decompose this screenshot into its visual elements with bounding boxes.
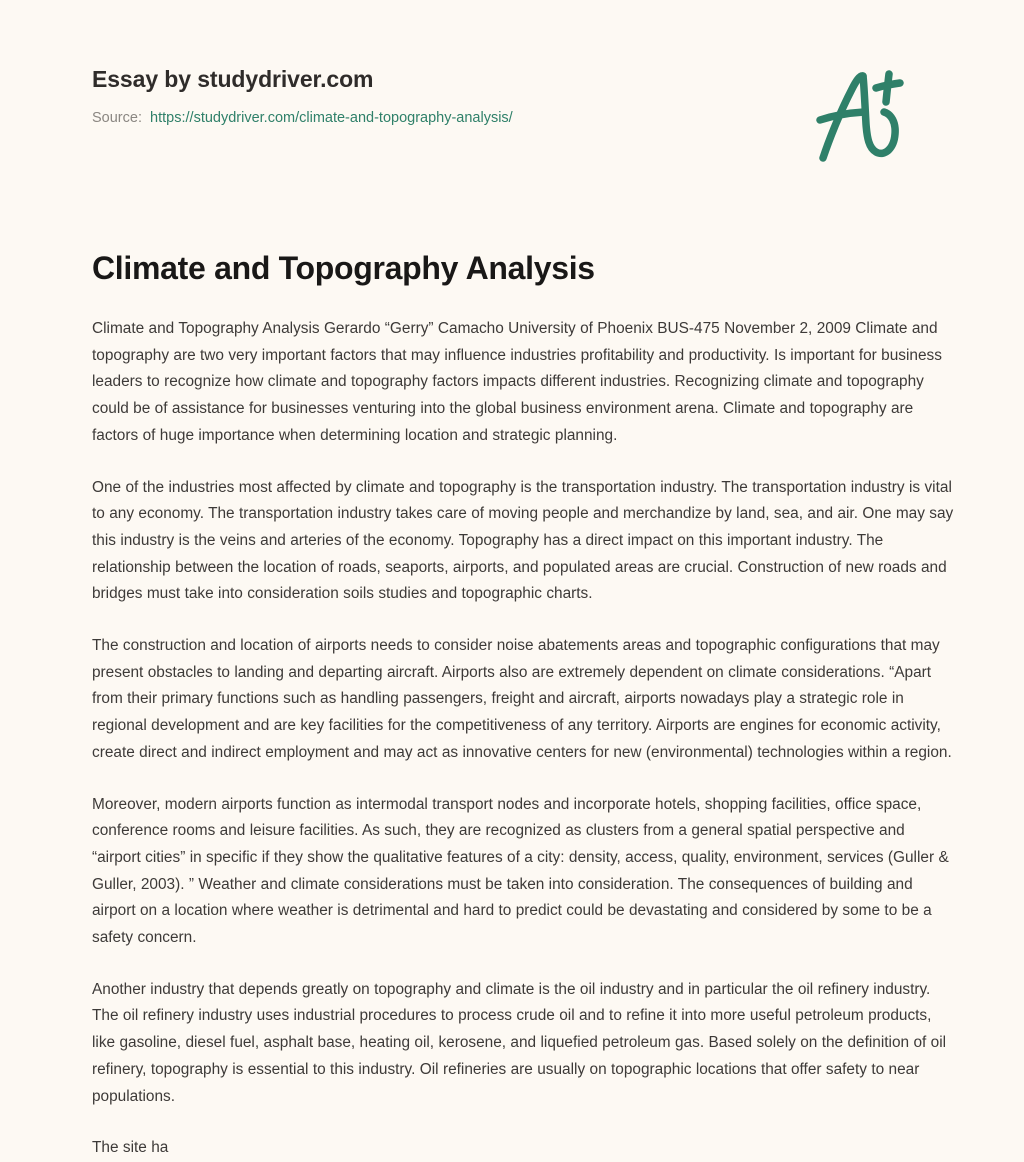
source-label: Source: xyxy=(92,109,142,126)
article-body xyxy=(92,316,954,1162)
brand-title: Essay by studydriver.com xyxy=(92,66,374,92)
page-title: Climate and Topography Analysis xyxy=(92,250,595,286)
paragraph: Moreover, modern airports function as intermodal transport nodes and incorporate hotels, shopping facilities, office space, conference rooms and leisure facilities. As such, they are recognized as clusters from a general spatial perspective and “airport cities” in specific if they show the qualitative features of a city: density, access, quality, environment, services (Guller & Guller, 2003). ” Weather and climate considerations must be taken into consideration. The consequences of building and airport on a location where weather is detrimental and hard to predict could be devastating and considered by some to be a safety concern. xyxy=(92,795,949,947)
paragraph: Another industry that depends greatly on topography and climate is the oil industry and in particular the oil refinery industry. The oil refinery industry uses industrial procedures to process crude oil and to refine it into more useful petroleum products, like gasoline, diesel fuel, asphalt base, heating oil, kerosene, and liquefied petroleum gas. Based solely on the definition of oil refinery, topography is essential to this industry. Oil refineries are usually on topographic locations that offer safety to near populations. xyxy=(92,980,947,1105)
a-plus-logo-icon xyxy=(806,62,916,172)
article xyxy=(92,248,954,1162)
paragraph: Climate and Topography Analysis Gerardo “Gerry” Camacho University of Phoenix BUS-475 November 2, 2009 Climate and topography are two very important factors that may influence industries profitability and productivity. Is important for business leaders to recognize how climate and topography factors impacts different industries. Recognizing climate and topography could be of assistance for businesses venturing into the global business environment arena. Climate and topography are factors of huge importance when determining location and strategic planning. xyxy=(92,320,942,444)
paragraph: The construction and location of airports needs to consider noise abatements areas and topographic configurations that may present obstacles to landing and departing aircraft. Airports also are extremely dependent on climate considerations. “Apart from their primary functions such as handling passengers, freight and aircraft, airports nowadays play a strategic role in regional development and are key facilities for the competitiveness of any territory. Airports are engines for economic activity, create direct and indirect employment and may act as innovative centers for new (environmental) technologies within a region. xyxy=(92,637,952,761)
paragraph: One of the industries most affected by climate and topography is the transportation industry. The transportation industry is vital to any economy. The transportation industry takes care of moving people and merchandize by land, sea, and air. One may say this industry is the veins and arteries of the economy. Topography has a direct impact on this important industry. The relationship between the location of roads, seaports, airports, and populated areas are crucial. Construction of new roads and bridges must take into consideration soils studies and topographic charts. xyxy=(92,478,954,603)
source-url-link[interactable]: https://studydriver.com/climate-and-topography-analysis/ xyxy=(150,109,513,126)
paragraph: The site ha xyxy=(92,1139,169,1157)
